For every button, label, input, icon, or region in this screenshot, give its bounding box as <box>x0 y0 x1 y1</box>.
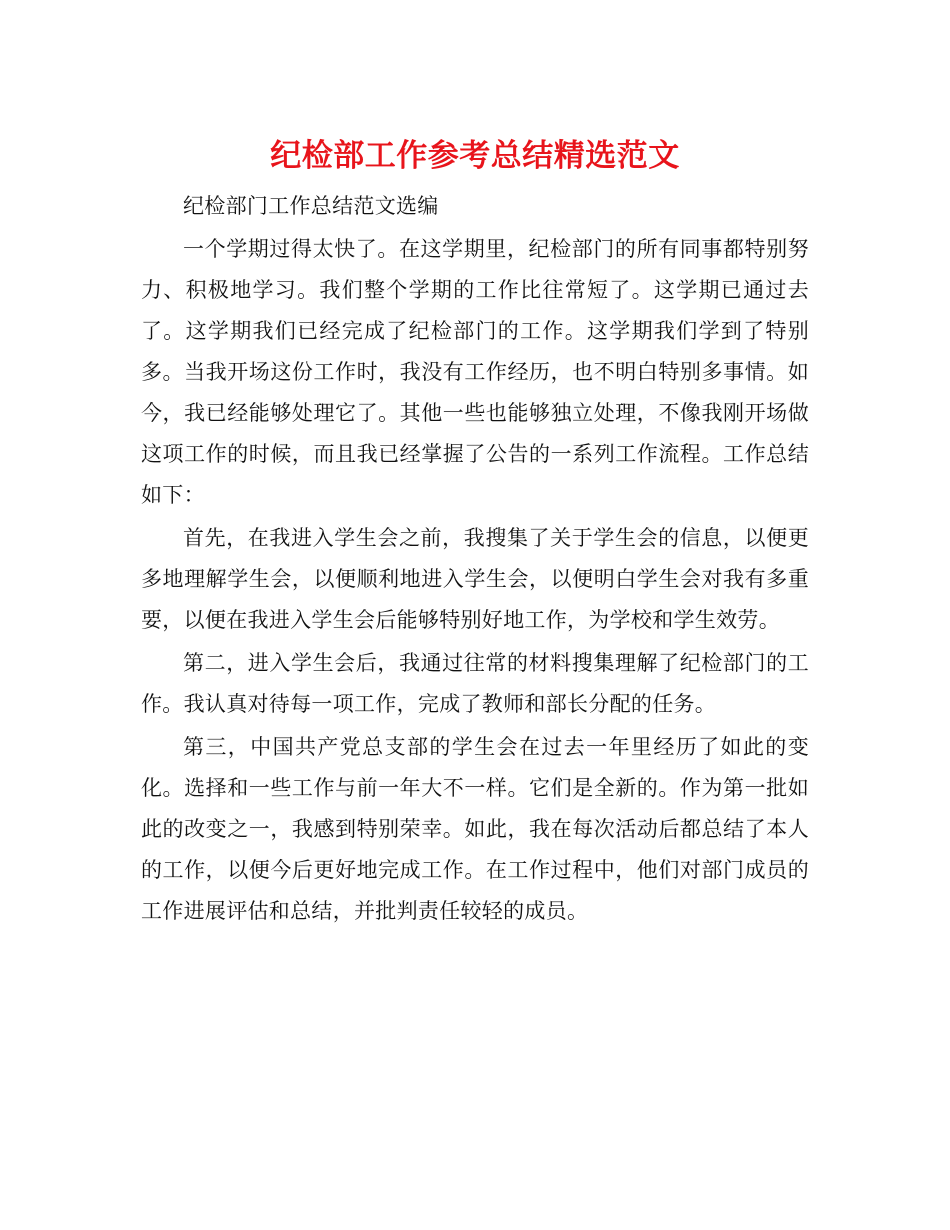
paragraph-second: 第二，进入学生会后，我通过往常的材料搜集理解了纪检部门的工作。我认真对待每一项工作，完成了教师和部长分配的任务。 <box>141 651 809 716</box>
paragraph-intro: 一个学期过得太快了。在这学期里，纪检部门的所有同事都特别努力、积极地学习。我们整个学期的工作比往常短了。这学期已通过去了。这学期我们已经完成了纪检部门的工作。这学期我们学到了特别多。当我开场这份工作时，我没有工作经历，也不明白特别多事情。如今，我已经能够处理它了。其他一些也能够独立处理，不像我刚开场做这项工作的时候，而且我已经掌握了公告的一系列工作流程。工作总结如下： <box>141 237 809 507</box>
section-heading: 纪检部门工作总结范文选编 <box>183 194 439 218</box>
document-body <box>141 186 809 932</box>
paragraph-first: 首先，在我进入学生会之前，我搜集了关于学生会的信息，以便更多地理解学生会，以便顺利地进入学生会，以便明白学生会对我有多重要，以便在我进入学生会后能够特别好地工作，为学校和学生效劳。 <box>141 526 809 632</box>
document-title: 纪检部工作参考总结精选范文 <box>270 138 680 174</box>
paragraph-third: 第三，中国共产党总支部的学生会在过去一年里经历了如此的变化。选择和一些工作与前一年大不一样。它们是全新的。作为第一批如此的改变之一，我感到特别荣幸。如此，我在每次活动后都总结了本人的工作，以便今后更好地完成工作。在工作过程中，他们对部门成员的工作进展评估和总结，并批判责任较轻的成员。 <box>141 735 809 923</box>
